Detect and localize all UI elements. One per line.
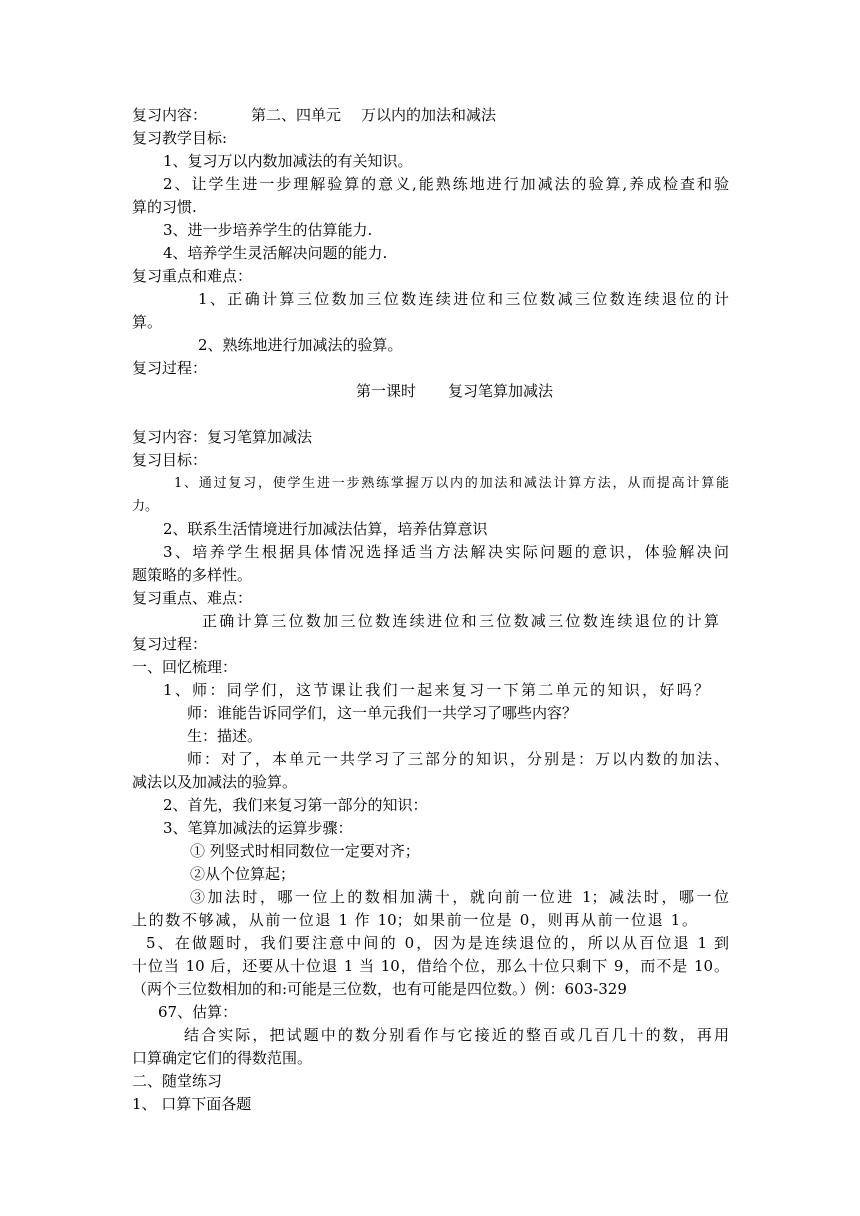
lesson-goal-1-line1: 1、通过复习，使学生进一步熟练掌握万以内的加法和减法计算方法，从而提高计算能 bbox=[174, 476, 729, 491]
unit-goal-4: 4、培养学生灵活解决问题的能力. bbox=[163, 244, 388, 262]
section1-p2: 2、首先，我们来复习第一部分的知识： bbox=[163, 796, 428, 814]
lesson-goal-2: 2、联系生活情境进行加减法估算，培养估算意识 bbox=[163, 520, 488, 538]
step-1: ① 列竖式时相同数位一定要对齐； bbox=[190, 842, 420, 860]
estimation-line2: 口算确定它们的得数范围。 bbox=[132, 1049, 313, 1067]
section1-p67: 67、估算： bbox=[158, 1003, 238, 1021]
header-line bbox=[132, 104, 496, 127]
section1-p5-line3: （两个三位数相加的和:可能是三位数，也有可能是四位数。）例：603-329 bbox=[132, 980, 627, 998]
content-label: 复习内容： bbox=[132, 106, 208, 124]
section1-p1a: 师：谁能告诉同学们，这一单元我们一共学习了哪些内容？ bbox=[187, 704, 578, 722]
unit-goal-1: 1、复习万以内数加减法的有关知识。 bbox=[163, 152, 413, 170]
unit-goal-2-line1: 2、让学生进一步理解验算的意义,能熟练地进行加减法的验算,养成检查和验 bbox=[163, 175, 729, 193]
section1-p1c-line2: 减法以及加减法的验算。 bbox=[132, 773, 298, 791]
unit-goals-heading: 复习教学目标: bbox=[132, 129, 228, 147]
unit-name: 第二、四单元 bbox=[251, 106, 342, 124]
section2-item1: 1、 口算下面各题 bbox=[132, 1095, 252, 1113]
lesson-goal-3-line2: 题策略的多样性。 bbox=[132, 566, 253, 584]
section1-p1: 1、师：同学们，这节课让我们一起来复习一下第二单元的知识，好吗？ bbox=[163, 681, 709, 699]
lesson-key-heading: 复习重点、难点： bbox=[132, 589, 253, 607]
lesson-goal-3-line1: 3、培养学生根据具体情况选择适当方法解决实际问题的意识，体验解决问 bbox=[163, 543, 729, 561]
unit-goal-3: 3、进一步培养学生的估算能力. bbox=[163, 221, 373, 239]
section1-p1b: 生：描述。 bbox=[187, 727, 263, 745]
lesson-title-part2: 复习笔算加减法 bbox=[448, 382, 554, 400]
step-3-line2: 上的数不够减，从前一位退 1 作 10；如果前一位是 0，则再从前一位退 1。 bbox=[132, 911, 697, 929]
lesson-content: 复习内容：复习笔算加减法 bbox=[132, 428, 313, 446]
unit-key-1-line1: 1、正确计算三位数加三位数连续进位和三位数减三位数连续退位的计 bbox=[198, 290, 729, 308]
unit-goal-2-line2: 算的习惯. bbox=[132, 198, 197, 216]
unit-process-heading: 复习过程： bbox=[132, 359, 208, 377]
lesson-goal-1-line2: 力。 bbox=[132, 499, 159, 514]
estimation-line1: 结合实际，把试题中的数分别看作与它接近的整百或几百几十的数，再用 bbox=[184, 1026, 729, 1044]
lesson-title bbox=[356, 380, 553, 403]
lesson-key-text: 正确计算三位数加三位数连续进位和三位数减三位数连续退位的计算 bbox=[202, 612, 719, 630]
section1-p1c-line1: 师：对了，本单元一共学习了三部分的知识，分别是：万以内数的加法、 bbox=[187, 750, 729, 768]
step-2: ②从个位算起； bbox=[190, 865, 296, 883]
topic-name: 万以内的加法和减法 bbox=[361, 106, 497, 124]
section1-p5-line1: 5、在做题时，我们要注意中间的 0，因为是连续退位的，所以从百位退 1 到 bbox=[146, 934, 729, 952]
unit-key-2: 2、熟练地进行加减法的验算。 bbox=[198, 336, 403, 354]
lesson-title-part1: 第一课时 bbox=[356, 382, 417, 400]
step-3-line1: ③加法时，哪一位上的数相加满十，就向前一位进 1；减法时，哪一位 bbox=[190, 888, 729, 906]
lesson-goals-heading: 复习目标： bbox=[132, 451, 208, 469]
unit-key-1-line2: 算。 bbox=[132, 313, 163, 331]
section1-p5-line2: 十位当 10 后，还要从十位退 1 当 10，借给个位，那么十位只剩下 9，而不是 10。 bbox=[132, 957, 729, 975]
section2-heading: 二、随堂练习 bbox=[132, 1072, 223, 1090]
lesson-process-heading: 复习过程： bbox=[132, 635, 208, 653]
section1-heading: 一、回忆梳理： bbox=[132, 658, 238, 676]
unit-key-heading: 复习重点和难点： bbox=[132, 267, 253, 285]
section1-p3: 3、笔算加减法的运算步骤： bbox=[163, 819, 353, 837]
